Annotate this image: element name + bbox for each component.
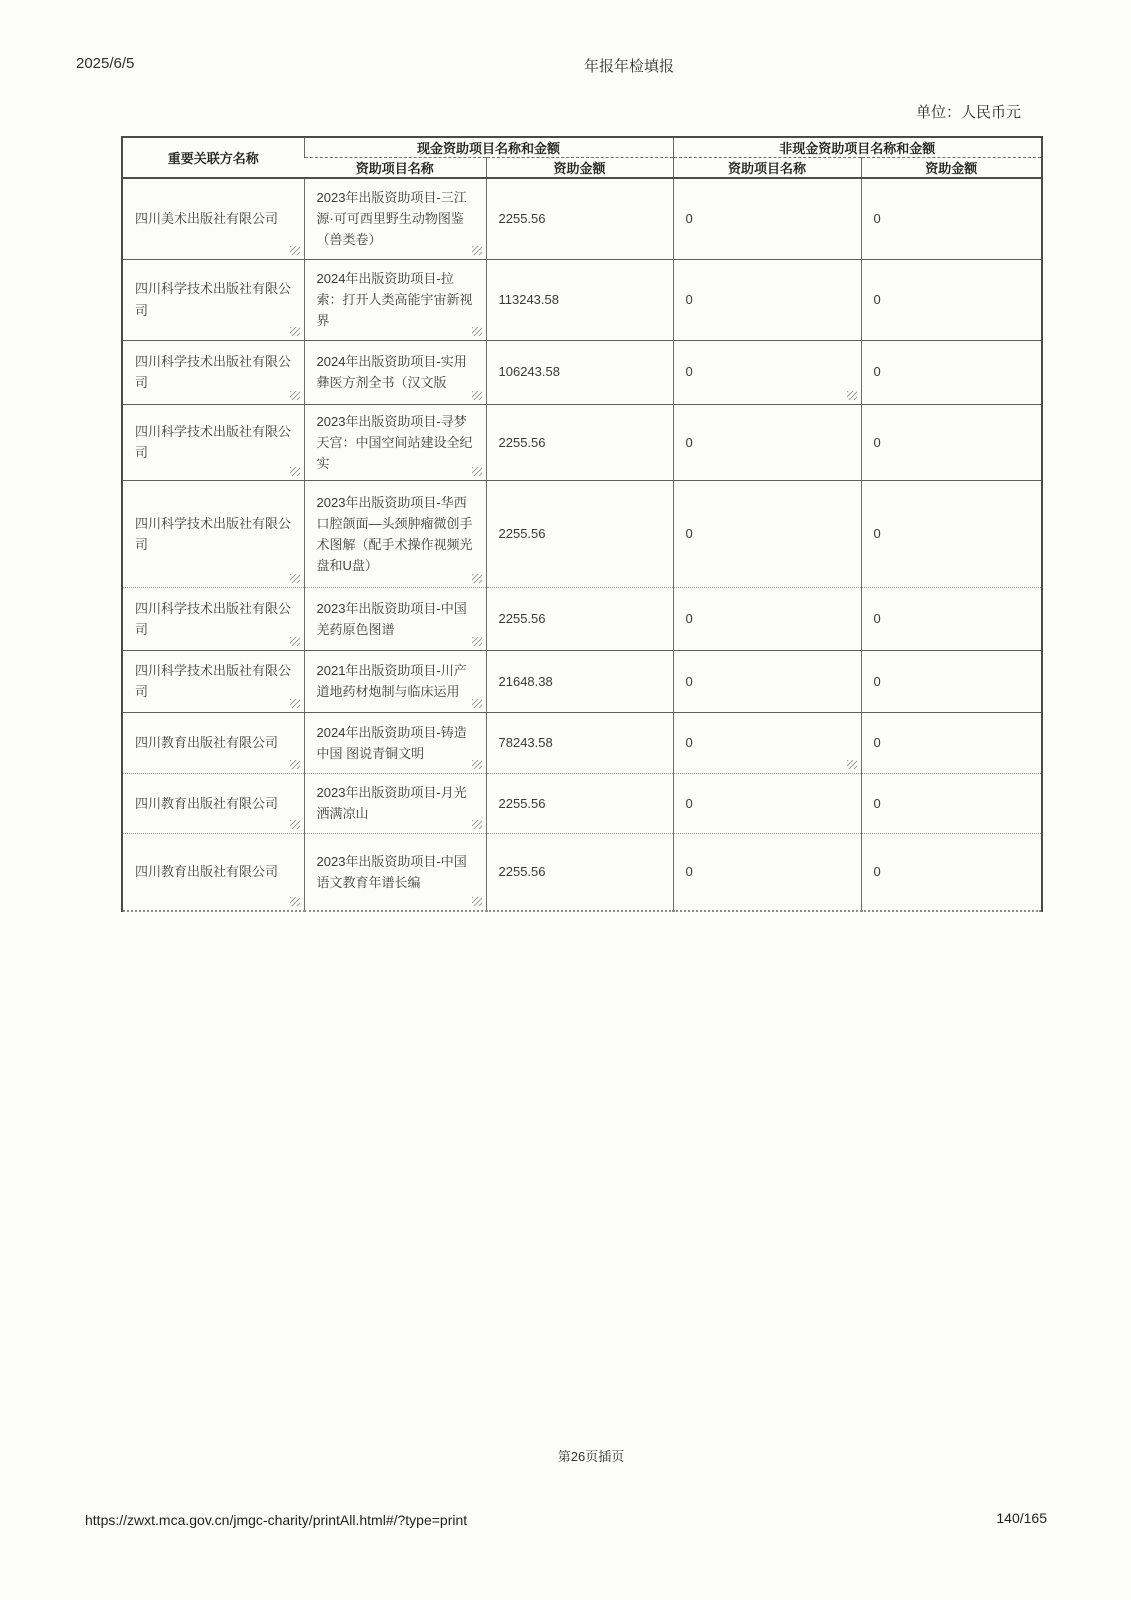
party-name: 四川科学技术出版社有限公司: [135, 600, 292, 637]
party-name: 四川科学技术出版社有限公司: [135, 281, 292, 318]
noncash-project-cell: 0: [673, 178, 861, 259]
noncash-project-cell: [673, 340, 861, 404]
noncash-project-cell: 0: [673, 480, 861, 587]
cash-amount-cell: 2255.56: [486, 833, 673, 911]
cash-project-cell: [304, 773, 486, 833]
table-row: [122, 340, 1042, 404]
table-row: [122, 773, 1042, 833]
noncash-project-name: 0: [685, 364, 693, 380]
noncash-amount-cell: 0: [861, 480, 1042, 587]
cash-project-cell: [304, 650, 486, 712]
resize-grip-icon: [472, 327, 482, 336]
party-name: 四川科学技术出版社有限公司: [135, 515, 292, 552]
cash-amount-cell: 2255.56: [486, 480, 673, 587]
noncash-amount-cell: 0: [861, 587, 1042, 650]
cash-project-cell: [304, 178, 486, 259]
cash-project-name: 2023年出版资助项目-中国羌药原色图谱: [316, 600, 467, 637]
resize-grip-icon: [472, 467, 482, 476]
print-date: 2025/6/5: [76, 55, 135, 72]
cash-project-name: 2021年出版资助项目-川产道地药材炮制与临床运用: [316, 663, 467, 700]
resize-grip-icon: [290, 391, 300, 400]
header-group-row: [122, 137, 1042, 158]
resize-grip-icon: [472, 637, 482, 646]
resize-grip-icon: [472, 897, 482, 906]
table-row: [122, 712, 1042, 773]
noncash-amount-cell: 0: [861, 773, 1042, 833]
resize-grip-icon: [290, 820, 300, 829]
cash-project-cell: [304, 833, 486, 911]
party-name-cell: [122, 259, 304, 340]
party-name: 四川美术出版社有限公司: [135, 211, 279, 227]
cash-project-name: 2023年出版资助项目-华西口腔颌面—头颈肿瘤微创手术图解（配手术操作视频光盘和U盘）: [316, 494, 473, 573]
noncash-project-cell: 0: [673, 833, 861, 911]
resize-grip-icon: [847, 760, 857, 769]
party-name: 四川科学技术出版社有限公司: [135, 353, 292, 390]
noncash-project-cell: 0: [673, 650, 861, 712]
cash-project-name: 2023年出版资助项目-中国语文教育年谱长编: [316, 853, 467, 890]
resize-grip-icon: [290, 467, 300, 476]
resize-grip-icon: [290, 574, 300, 583]
footer-page-count: 140/165: [996, 1510, 1047, 1526]
noncash-project-cell: [673, 712, 861, 773]
cash-project-name: 2024年出版资助项目-铸造中国 图说青铜文明: [316, 724, 467, 761]
cash-project-name: 2023年出版资助项目-月光洒满凉山: [316, 785, 467, 822]
cash-project-name: 2024年出版资助项目-拉索：打开人类高能宇宙新视界: [316, 270, 473, 329]
column-header-noncash-project-name: 资助项目名称: [673, 158, 861, 179]
party-name: 四川教育出版社有限公司: [135, 795, 279, 811]
table-row: [122, 404, 1042, 480]
noncash-amount-cell: 0: [861, 340, 1042, 404]
noncash-amount-cell: 0: [861, 178, 1042, 259]
party-name: 四川科学技术出版社有限公司: [135, 663, 292, 700]
table-row: [122, 480, 1042, 587]
resize-grip-icon: [290, 246, 300, 255]
cash-amount-cell: 2255.56: [486, 404, 673, 480]
noncash-project-cell: 0: [673, 259, 861, 340]
resize-grip-icon: [290, 760, 300, 769]
noncash-amount-cell: 0: [861, 712, 1042, 773]
resize-grip-icon: [290, 637, 300, 646]
footer-url: https://zwxt.mca.gov.cn/jmgc-charity/printAll.html#/?type=print: [85, 1512, 468, 1528]
party-name-cell: [122, 178, 304, 259]
column-header-cash-project-name: 资助项目名称: [304, 158, 486, 179]
resize-grip-icon: [847, 391, 857, 400]
page-number-label: 第26页插页: [557, 1449, 625, 1464]
cash-project-cell: [304, 712, 486, 773]
table-row: [122, 259, 1042, 340]
related-party-funding-table: [121, 136, 1043, 912]
resize-grip-icon: [472, 699, 482, 708]
cash-project-cell: [304, 480, 486, 587]
noncash-project-cell: 0: [673, 587, 861, 650]
resize-grip-icon: [472, 760, 482, 769]
noncash-project-name: 0: [685, 735, 693, 751]
related-party-funding-table-wrap: [121, 136, 1043, 912]
cash-amount-cell: 106243.58: [486, 340, 673, 404]
noncash-amount-cell: 0: [861, 833, 1042, 911]
cash-amount-cell: 21648.38: [486, 650, 673, 712]
resize-grip-icon: [472, 246, 482, 255]
column-group-noncash: 非现金资助项目名称和金额: [673, 137, 1042, 158]
resize-grip-icon: [472, 391, 482, 400]
table-row: [122, 650, 1042, 712]
resize-grip-icon: [472, 574, 482, 583]
resize-grip-icon: [472, 820, 482, 829]
party-name: 四川科学技术出版社有限公司: [135, 424, 292, 461]
cash-project-cell: [304, 340, 486, 404]
party-name-cell: [122, 340, 304, 404]
cash-project-cell: [304, 404, 486, 480]
noncash-amount-cell: 0: [861, 259, 1042, 340]
resize-grip-icon: [290, 327, 300, 336]
noncash-project-cell: 0: [673, 773, 861, 833]
column-header-noncash-amount: 资助金额: [861, 158, 1042, 179]
cash-amount-cell: 2255.56: [486, 773, 673, 833]
cash-amount-cell: 113243.58: [486, 259, 673, 340]
party-name-cell: [122, 833, 304, 911]
currency-unit-label: 单位：人民币元: [915, 104, 1021, 121]
resize-grip-icon: [290, 699, 300, 708]
column-header-party: 重要关联方名称: [122, 137, 304, 178]
cash-amount-cell: 2255.56: [486, 587, 673, 650]
noncash-amount-cell: 0: [861, 404, 1042, 480]
cash-project-name: 2023年出版资助项目-寻梦天宫：中国空间站建设全纪实: [316, 413, 473, 471]
column-header-cash-amount: 资助金额: [486, 158, 673, 179]
table-header: [122, 137, 1042, 178]
cash-project-cell: [304, 587, 486, 650]
table-body: [122, 178, 1042, 911]
party-name-cell: [122, 712, 304, 773]
party-name-cell: [122, 773, 304, 833]
table-row: [122, 833, 1042, 911]
page-title: 年报年检填报: [583, 58, 675, 75]
cash-project-cell: [304, 259, 486, 340]
party-name-cell: [122, 650, 304, 712]
cash-amount-cell: 2255.56: [486, 178, 673, 259]
cash-project-name: 2024年出版资助项目-实用彝医方剂全书（汉文版: [316, 353, 467, 390]
party-name: 四川教育出版社有限公司: [135, 864, 279, 880]
party-name-cell: [122, 587, 304, 650]
column-group-cash: 现金资助项目名称和金额: [304, 137, 673, 158]
resize-grip-icon: [290, 897, 300, 906]
noncash-amount-cell: 0: [861, 650, 1042, 712]
noncash-project-cell: 0: [673, 404, 861, 480]
table-row: [122, 178, 1042, 259]
cash-project-name: 2023年出版资助项目-三江源·可可西里野生动物图鉴（兽类卷）: [316, 190, 467, 248]
party-name: 四川教育出版社有限公司: [135, 735, 279, 751]
party-name-cell: [122, 480, 304, 587]
party-name-cell: [122, 404, 304, 480]
table-row: [122, 587, 1042, 650]
cash-amount-cell: 78243.58: [486, 712, 673, 773]
